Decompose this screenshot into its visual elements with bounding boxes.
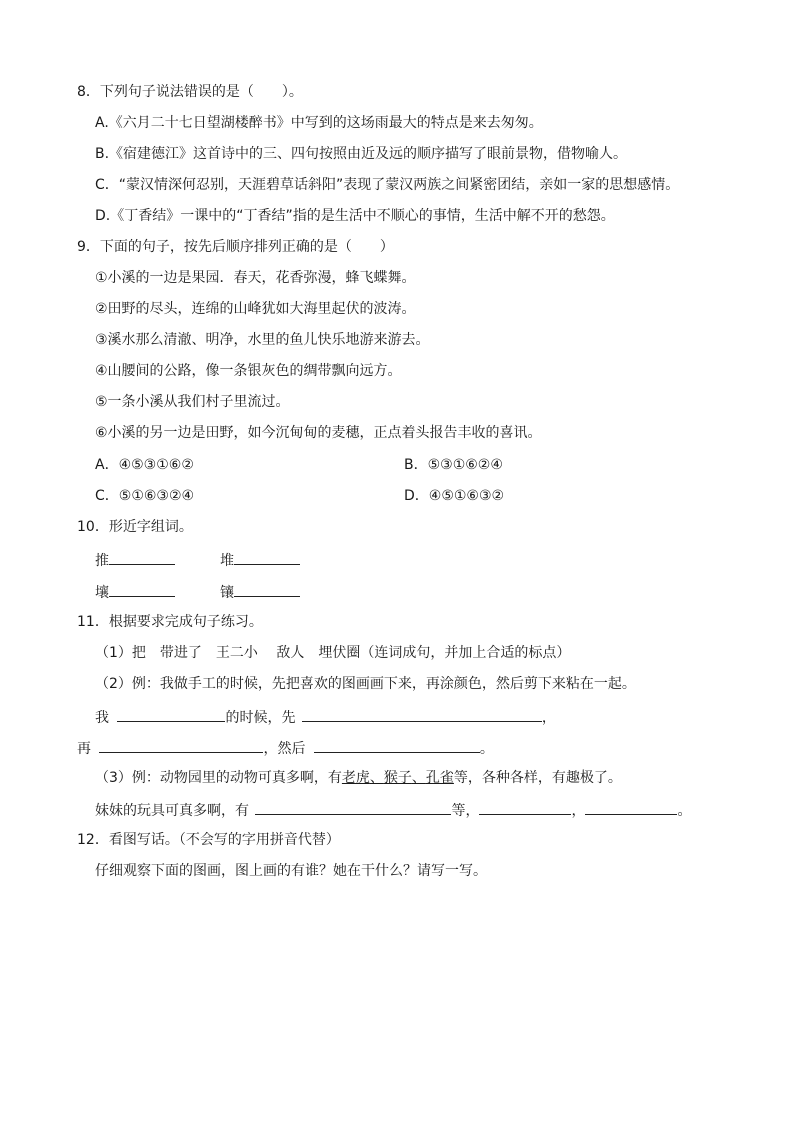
answer-blank[interactable] — [109, 582, 175, 597]
answer-blank[interactable] — [234, 550, 300, 565]
q9-sentence-2: ②田野的尽头，连绵的山峰犹如大海里起伏的波涛。 — [95, 301, 416, 317]
text-fragment: 的时候，先 — [225, 710, 296, 726]
q9-option-c: C．⑤①⑥③②④ — [95, 488, 195, 504]
q10-char-2: 堆 — [220, 553, 234, 569]
answer-blank[interactable] — [255, 800, 451, 815]
q10-item — [95, 582, 175, 602]
q8-option-d: D.《丁香结》一课中的“丁香结”指的是生活中不顺心的事情，生活中解不开的愁怨。 — [95, 208, 615, 224]
text-fragment: 妹妹的玩具可真多啊，有 — [95, 803, 249, 819]
q12-stem: 12．看图写话。（不会写的字用拼音代替） — [77, 832, 340, 848]
answer-blank[interactable] — [314, 738, 480, 753]
q10-char-4: 镶 — [220, 585, 234, 601]
q10-item — [220, 550, 300, 570]
q11-part-2-line-2 — [77, 738, 494, 758]
text-fragment: 、 — [369, 770, 384, 786]
q11-stem: 11．根据要求完成句子练习。 — [77, 614, 263, 630]
q10-char-1: 推 — [95, 553, 109, 569]
q11-part-3-example — [95, 769, 622, 787]
q11-part-1: （1）把 带进了 王二小 敌人 埋伏圈（连词成句，并加上合适的标点） — [95, 645, 571, 661]
answer-blank[interactable] — [302, 707, 542, 722]
text-fragment: ， — [541, 710, 556, 726]
text-fragment: 我 — [95, 710, 109, 726]
q10-stem: 10．形近字组词。 — [77, 519, 193, 535]
q9-sentence-1: ①小溪的一边是果园．春天，花香弥漫，蜂飞蝶舞。 — [95, 270, 416, 286]
q9-sentence-4: ④山腰间的公路，像一条银灰色的绸带飘向远方。 — [95, 363, 402, 379]
q8-option-a: A.《六月二十七日望湖楼醉书》中写到的这场雨最大的特点是来去匆匆。 — [95, 115, 543, 131]
text-fragment: 再 — [77, 741, 91, 757]
q9-option-d: D．④⑤①⑥③② — [404, 488, 505, 504]
text-fragment: 。 — [677, 803, 692, 819]
answer-blank[interactable] — [585, 800, 677, 815]
text-fragment: 等， — [451, 803, 480, 819]
q9-sentence-3: ③溪水那么清澈、明净，水里的鱼儿快乐地游来游去。 — [95, 332, 430, 348]
answer-blank[interactable] — [234, 582, 300, 597]
q9-sentence-6: ⑥小溪的另一边是田野，如今沉甸甸的麦穗，正点着头报告丰收的喜讯。 — [95, 425, 542, 441]
q11-part-3-line — [95, 800, 691, 820]
text-fragment: 、 — [411, 770, 426, 786]
q9-option-a: A．④⑤③①⑥② — [95, 457, 194, 473]
q11-part-2-example: （2）例：我做手工的时候，先把喜欢的图画画下来，再涂颜色，然后剪下来粘在一起。 — [95, 676, 636, 692]
q12-body: 仔细观察下面的图画，图上画的有谁？她在干什么？请写一写。 — [95, 863, 487, 879]
text-fragment: 。 — [479, 741, 494, 757]
text-fragment: ，然后 — [263, 741, 306, 757]
underlined-word: 老虎 — [341, 770, 370, 786]
q10-item — [220, 582, 300, 602]
underlined-word: 孔雀 — [425, 770, 454, 786]
q10-item — [95, 550, 175, 570]
answer-blank[interactable] — [109, 550, 175, 565]
underlined-word: 猴子 — [383, 770, 412, 786]
q8-option-b: B.《宿建德江》这首诗中的三、四句按照由近及远的顺序描写了眼前景物，借物喻人。 — [95, 146, 628, 162]
answer-blank[interactable] — [117, 707, 225, 722]
q10-char-3: 壤 — [95, 585, 109, 601]
q9-option-b: B．⑤③①⑥②④ — [404, 457, 503, 473]
answer-blank[interactable] — [479, 800, 571, 815]
text-fragment: ， — [571, 803, 586, 819]
q9-sentence-5: ⑤一条小溪从我们村子里流过。 — [95, 394, 290, 410]
answer-blank[interactable] — [99, 738, 263, 753]
q8-stem: 8．下列句子说法错误的是（ ）。 — [77, 84, 303, 100]
text-fragment: （3）例：动物园里的动物可真多啊，有 — [95, 770, 342, 786]
q8-option-c: C．“蒙汉情深何忍别，天涯碧草话斜阳”表现了蒙汉两族之间紧密团结，亲如一家的思想感情。 — [95, 177, 680, 193]
text-fragment: 等，各种各样，有趣极了。 — [453, 770, 622, 786]
q9-stem: 9．下面的句子，按先后顺序排列正确的是（ ） — [77, 239, 394, 255]
q11-part-2-line-1 — [95, 707, 556, 727]
